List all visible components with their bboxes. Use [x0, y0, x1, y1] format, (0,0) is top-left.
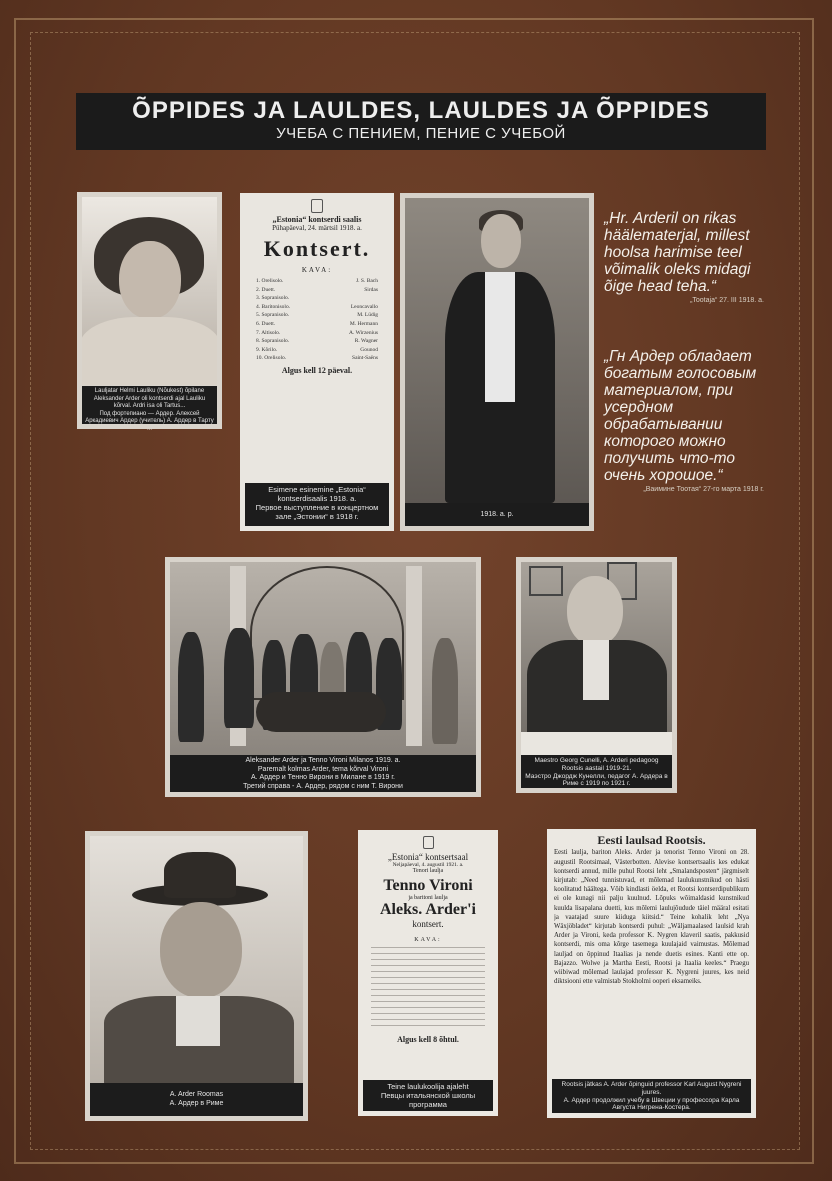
group-photo — [170, 562, 476, 755]
maestro-caption: Maestro Georg Cunelli, A. Arderi pedagoog Rootsis aastail 1919-21. Маэстро Джордж Кунелли, педагог А. Ардера в Риме с 1919 по 1921 г. — [521, 755, 672, 788]
program-item: 7. Altisolo. A. Wirzenius — [256, 329, 378, 336]
program2-lines — [371, 947, 485, 1031]
woman-portrait-frame — [77, 192, 222, 432]
concert-program-1918 — [240, 193, 394, 531]
man-in-suit-frame — [400, 193, 594, 531]
title-line-russian: УЧЕБА С ПЕНИЕМ, ПЕНИЕ С УЧЕБОЙ — [276, 125, 566, 142]
program-item: 4. Baritonisolo. Leoncavallo — [256, 303, 378, 310]
program1-kava: KAVA: — [301, 266, 333, 274]
maestro-photo — [521, 562, 672, 755]
crest-icon — [311, 199, 323, 213]
program-item: 2. Duett. Sirdas — [256, 286, 378, 293]
program2-caption: Teine laulukoolija ajaleht Певцы итальянской школы программа — [363, 1080, 493, 1111]
newspaper-headline: Eesti laulsad Rootsis. — [597, 833, 706, 847]
program2-time: Algus kell 8 õhtul. — [397, 1035, 459, 1044]
program2-date: Neljapäeval, 4. augustil 1921. a. — [392, 862, 464, 868]
program-item: 6. Duett. M. Hermann — [256, 320, 378, 327]
group-photo-caption: Aleksander Arder ja Tenno Vironi Milanos 1919. a. Paremalt kolmas Arder, tema kõrval Vironi А. Ардер и Тенно Вирони в Милане в 1919 г. Третий справа - А. Ардер, рядом с ним Т. Вирони — [170, 755, 476, 792]
maestro-frame — [516, 557, 677, 793]
quote-estonian: „Hr. Arderil on rikas häälematerjal, millest hoolsa harimise teel võimalik oleks midagi õige head teha.“ „Tootaja“ 27. III 1918. a. — [604, 210, 764, 304]
program1-title: Kontsert. — [263, 236, 371, 261]
woman-portrait-photo — [82, 197, 217, 385]
program1-time: Algus kell 12 päeval. — [281, 365, 353, 375]
woman-portrait-caption: Lauljatar Helmi Lauliku (Nõukest) õpilane Aleksander Arder oli kontserdi ajal Lauliku kõrval. Ardri isa oli Tartus... Под фортепиано — Ардер. Алексей Аркадиевич Ардер (учитель) А. Ардер в Тарту ... — [82, 386, 217, 424]
program-item: 5. Sopranisolo. M. Lüdig — [256, 312, 378, 319]
program-item: 3. Sopranisolo. — [256, 295, 290, 302]
program2-mid: ja baritoni laulja — [408, 895, 448, 901]
program1-items — [256, 277, 378, 363]
program-item: 1. Orelisolo. J. S. Bach — [256, 278, 378, 284]
program-item: 10. Orelisolo. Saint-Saëns — [256, 355, 378, 362]
title-line-estonian: ÕPPIDES JA LAULDES, LAULDES JA ÕPPIDES — [132, 97, 710, 124]
concert-program-1921 — [358, 830, 498, 1116]
group-photo-frame — [165, 557, 481, 797]
man-in-suit-caption: 1918. a. p. — [405, 503, 589, 526]
program2-venue: „Estonia“ kontsertsaal — [387, 852, 469, 862]
program-item: 9. Kõrilo. Gounod — [256, 346, 378, 353]
man-in-suit-photo — [405, 198, 589, 503]
program2-sub: Tenori laulja — [412, 868, 444, 874]
newspaper-caption: Rootsis jätkas A. Arder õpinguid professor Karl August Nygreni juures. А. Ардер продолжил учебу в Швеции у профессора Карла Августа Нигрена-Костера. — [552, 1079, 751, 1113]
program1-date: Pühapäeval, 24. märtsil 1918. a. — [272, 224, 362, 232]
newspaper-clipping — [547, 829, 756, 1118]
program2-kava: KAVA: — [414, 937, 442, 943]
quote-russian: „Гн Ардер обладает богатым голосовым материалом, при усердном обрабатывании которого можно получить что-то очень хорошое.“ „Ваимине Тоотая“ 27-го марта 1918 г. — [604, 348, 764, 493]
crest-icon — [423, 836, 434, 849]
hat-portrait-caption: A. Arder Roomas А. Ардер в Риме — [90, 1083, 303, 1116]
program-item: 8. Sopranisolo. R. Wagner — [256, 338, 378, 345]
program1-caption: Esimene esinemine „Estonia“ kontserdisaalis 1918. a. Первое выступление в концертном зале „Эстонии“ в 1918 г. — [245, 483, 389, 526]
hat-portrait-photo — [90, 836, 303, 1083]
hat-portrait-frame — [85, 831, 308, 1121]
newspaper-body: Eesti laulja, bariton Aleks. Arder ja tenorist Tenno Vironi on 28. augustil Rootsimaal, Västerbotten. Alevise kontsertsaalis kes edukat kontserdi annud, mille puhul Rootsi leht „Smalandsposten“ järgmiselt kirjutab: „Need tunnistuvad, et mõlemad laulukunstnikud on hästi koolitatud häältega. Võib kindlasti öelda, et Rootsi kontserdipublikum ei ole kunagi nii palju kuulnud. Lõpuks wõimaldasid kunstnikud kuulda lisapalana duetti, kus mõlemi laulujõudude täiel määral esitati ja vaatajad suure kiiduga kiitsid.“ Teine kohalik leht „Nya Wäxjöbladet“ kirjutab kontserdi puhul: „Wäljamaalased laulsid krah Arder ja Vironi, keda professor K. Nygren klaveril saatis, pakkusid kontserdi, mis oma kõrge tasemega kuulajaid vaimustas. Mõlemad lauljad on õppinud Itaalias ja nende duetis esines. Kanti ette op. Bajazzo. Wolwe ja Martha Eesti, Rootsi ja Itaalia keeles.“ Praegu wiibiwad mõlemad laulajad professor K. Nygreni juures, kes neid diktsiooni ette valmistab Stokholmi ooperi eksameiks. — [554, 849, 749, 986]
program2-name1: Tenno Vironi — [383, 877, 473, 894]
title-banner — [76, 93, 766, 150]
program1-venue: „Estonia“ kontserdi saalis — [272, 215, 362, 224]
program2-sub2: kontsert. — [412, 919, 444, 929]
program2-name2: Aleks. Arder'i — [380, 901, 476, 918]
